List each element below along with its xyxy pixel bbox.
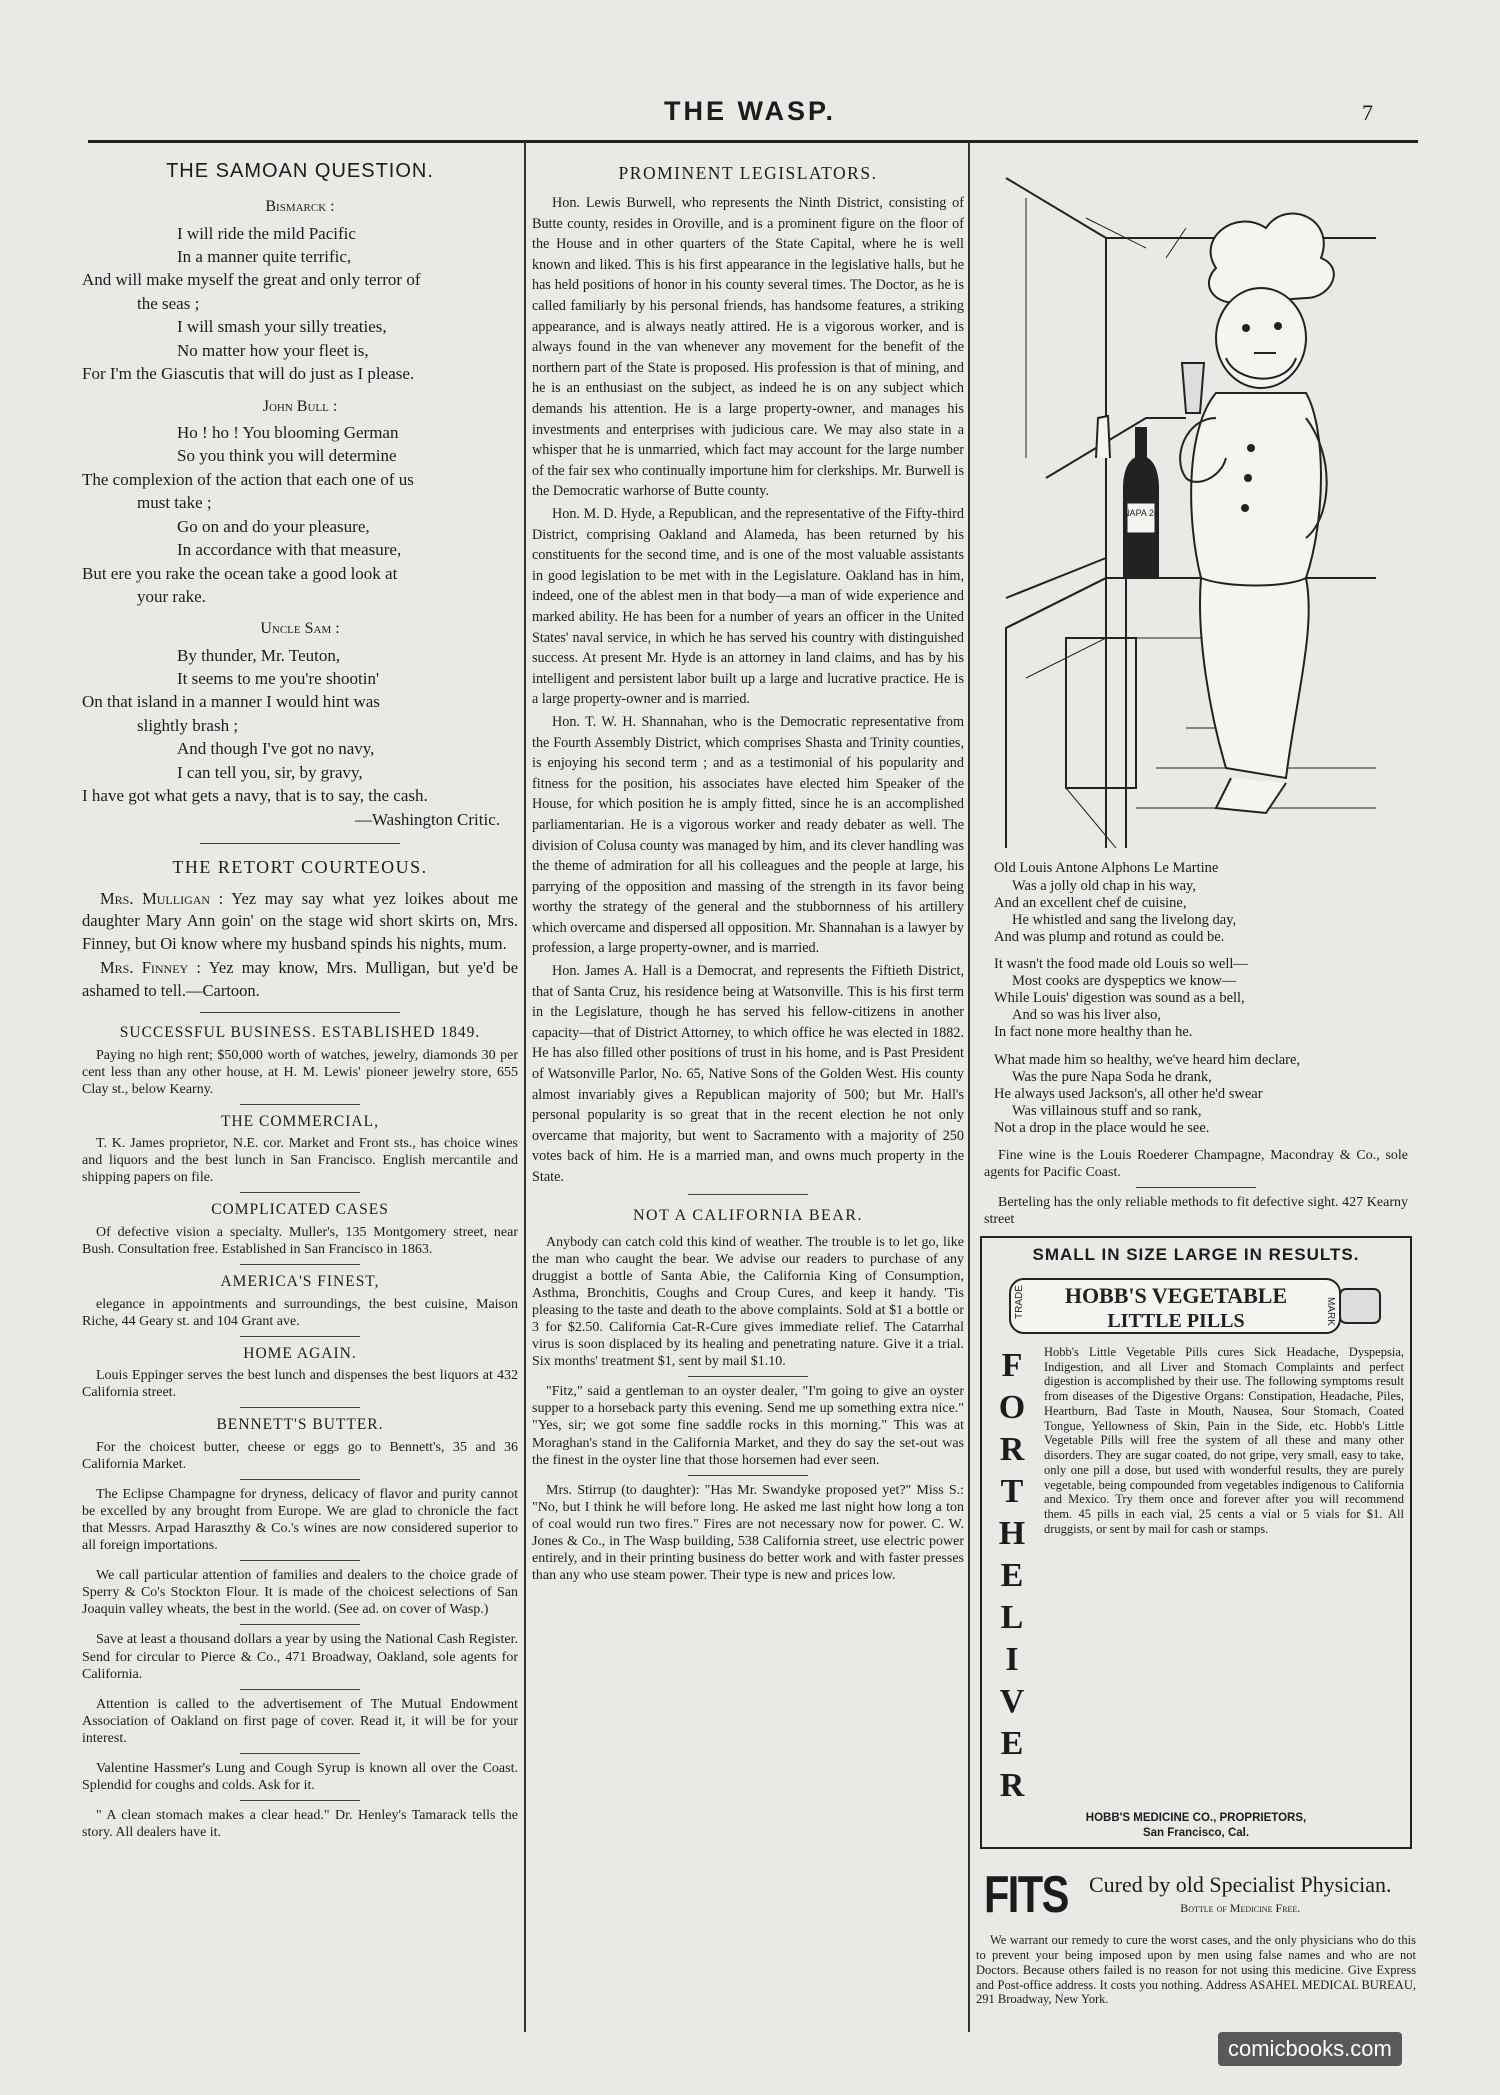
paragraph: The Eclipse Champagne for dryness, delicacy of flavor and purity cannot be excelled by any brought from Europe. We are glad to chronicle the fact that Messrs. Arpad Haraszthy & Co.'s wines are now considered superior to all foreign importations. xyxy=(82,1486,518,1554)
side-letter: E xyxy=(1000,1724,1024,1762)
hobbs-body xyxy=(988,1345,1404,1807)
verse-line: I will ride the mild Pacific xyxy=(177,223,356,243)
fits-tagline: Cured by old Specialist Physician. xyxy=(1089,1872,1392,1898)
side-letter: T xyxy=(1000,1472,1024,1510)
uncle-sam-label: Uncle Sam : xyxy=(260,620,340,638)
retort-line-2 xyxy=(82,957,518,1002)
poem-line: Not a drop in the place would he see. xyxy=(994,1119,1210,1136)
paragraph: Mrs. Stirrup (to daughter): "Has Mr. Swandyke proposed yet?" Miss S.: "No, but I think he will before long. He asked me last night how long a ton of coal would run two fires." Fires are not necessary now for power. C. W. Jones & Co., in The Wasp building, 538 California street, use electric power entirely, and in their printing business do better work and with faster presses than any who use steam power. Their type is new and prices low. xyxy=(532,1482,964,1584)
poem-line: He whistled and sang the livelong day, xyxy=(1012,911,1237,928)
verse-line: I can tell you, sir, by gravy, xyxy=(177,762,363,782)
verse-line: The complexion of the action that each one of us xyxy=(82,469,414,489)
bottle-label: NAPA 20 xyxy=(1123,508,1159,518)
poem-line: Most cooks are dyspeptics we know— xyxy=(1012,973,1237,990)
separator xyxy=(240,1560,360,1561)
notice-title: THE COMMERCIAL, xyxy=(221,1112,379,1130)
poem-line: He always used Jackson's, all other he'd swear xyxy=(994,1085,1263,1102)
column-divider-2 xyxy=(968,142,970,2032)
verse-line: And though I've got no navy, xyxy=(177,739,375,759)
poem-stanza xyxy=(994,1052,1416,1138)
verse-line: For I'm the Giascutis that will do just as I please. xyxy=(82,364,415,384)
attribution: —Washington Critic. xyxy=(354,809,500,829)
verse-line: Go on and do your pleasure, xyxy=(177,516,370,536)
paragraph: Hon. Lewis Burwell, who represents the Ninth District, consisting of Butte county, resides in Oroville, and is a prominent figure on the floor of the House and in other quarters of the State Capital, where he is well known and liked. This is his first appearance in the legislative halls, but he has held positions of honor in his county several times. The Doctor, as he is called familiarly by his personal friends, has handsome features, a striking appearance, and is always neatly attired. He is a vigorous worker, and is always found in the van whenever any movement for the benefit of the northern part of the State is proposed. His profession is that of mining, and he is an enthusiast on the subject, as indeed he is on any subject which demands his attention. He is a large property-owner, and manages his investments and enterprises with judicious care. We may also state in a whisper that he is unmarried, which fact may account for the large number of the fair sex who continually importune him for clerkships. Mr. Burwell is the Democratic warhorse of Butte county. xyxy=(532,195,964,500)
hobbs-pills-advertisement xyxy=(980,1236,1412,1848)
separator xyxy=(200,843,400,844)
side-letter: R xyxy=(999,1766,1025,1804)
dialogue-text: Yez may say what yez loikes about me daughter Mary Ann goin' on the stage wid short skirts on, Mrs. Finney, but Oi know where my husband spinds his nights, mum. xyxy=(82,888,518,953)
bismarck-verse xyxy=(82,222,518,386)
separator xyxy=(1136,1187,1256,1188)
separator xyxy=(688,1194,808,1195)
verse-line: must take ; xyxy=(137,493,212,513)
separator xyxy=(240,1624,360,1625)
poem-stanza xyxy=(994,860,1416,946)
fits-body-text: We warrant our remedy to cure the worst cases, and the only physicians who do this to prevent your being imposed upon by men using false names and who are not Doctors. Because others failed is no reason for not using this medicine. Give Express and Post-office address. It costs you nothing. Address ASAHEL MEDICAL BUREAU, 291 Broadway, New York. xyxy=(976,1933,1416,2007)
separator xyxy=(240,1192,360,1193)
paragraph: "Fitz," said a gentleman to an oyster dealer, "I'm going to give an oyster supper to a horseback party this evening. Send me up something extra nice." "Yes, sir; we got some fine saddle rocks in this morning." This was at Moraghan's stand in the California Market, and they do say the set-out was the finest in the oyster line that those horsemen had ever seen. xyxy=(532,1384,964,1468)
paragraph: Fine wine is the Louis Roederer Champagne, Macondray & Co., sole agents for Pacific Coast. xyxy=(984,1148,1408,1181)
paragraph: Berteling has the only reliable methods to fit defective sight. 427 Kearny street xyxy=(984,1195,1408,1228)
separator xyxy=(240,1336,360,1337)
column-middle xyxy=(532,150,964,2050)
poem-line: In fact none more healthy than he. xyxy=(994,1024,1193,1041)
verse-line: So you think you will determine xyxy=(177,446,397,466)
retort-line-1 xyxy=(82,888,518,955)
paragraph: Valentine Hassmer's Lung and Cough Syrup is known all over the Coast. Splendid for coughs and colds. Ask for it. xyxy=(82,1760,518,1793)
footer-line: San Francisco, Cal. xyxy=(1142,1826,1250,1839)
masthead: THE WASP. xyxy=(663,96,837,126)
verse-line: By thunder, Mr. Teuton, xyxy=(177,645,341,665)
column-divider-1 xyxy=(524,142,526,2032)
paragraph: We call particular attention of families and dealers to the choice grade of Sperry & Co's Stockton Flour. It is made of the choicest selections of San Joaquin valley wheats, the best in the world. (See ad. on cover of Wasp.) xyxy=(82,1568,518,1618)
paragraph: Hon. James A. Hall is a Democrat, and represents the Fiftieth District, that of Santa Cruz, his residence being at Watsonville. This is his first term in the Legislature, though he has served his fellow-citizens in another capacity—that of District Attorney, to which office he was elected in 1882. He has also filled other positions of trust in his home, and is Past President of Watsonville Parlor, No. 65, Native Sons of the Golden West. His county almost invariably gives a Republican majority of 500; but Mr. Hall's personal popularity is so great that in the recent election he not only overcame that majority, but went to Sacramento with a majority of 250 votes back of him. He is a married man, and owns much property in the State. xyxy=(532,963,964,1185)
top-rule xyxy=(88,140,1418,143)
fits-header xyxy=(984,1861,1416,1930)
bear-title: NOT A CALIFORNIA BEAR. xyxy=(632,1206,864,1224)
side-letter: F xyxy=(1001,1346,1023,1384)
separator xyxy=(688,1376,808,1377)
bottle-brand-text: LITTLE PILLS xyxy=(1107,1309,1245,1332)
column-left xyxy=(82,150,518,2050)
paragraph: Save at least a thousand dollars a year by using the National Cash Register. Send for circular to Pierce & Co., 471 Broadway, Oakland, sole agents for California. xyxy=(82,1632,518,1682)
dialogue-text: Yez may know, Mrs. Mulligan, but ye'd be ashamed to tell.—Cartoon. xyxy=(82,958,518,1000)
separator xyxy=(688,1475,808,1476)
bottle-mark-text: MARK xyxy=(1325,1296,1336,1326)
notice-text: Louis Eppinger serves the best lunch and dispenses the best liquors at 432 California street. xyxy=(82,1368,518,1401)
verse-line: In a manner quite terrific, xyxy=(177,246,352,266)
paragraph: Hon. M. D. Hyde, a Republican, and the representative of the Fifty-third District, comprising Oakland and Alameda, has been returned by his constituents for the second time, and is one of the most valuable assistants in good legislation to be met with in the Legislature. Oakland has in him, indeed, one of the ablest men in that body—a man of wide experience and marked ability. He has been for a number of years an officer in the United States' naval service, in which he has served his country with distinguished success. At present Mr. Hyde is an attorney in land claims, and has by his intelligent and persistent labor built up a large and lucrative practice. He is a large property-owner and is married. xyxy=(532,506,964,708)
bottle-trademark-text: TRADE xyxy=(1014,1284,1025,1319)
speaker-name: Mrs. Mulligan : xyxy=(100,888,224,908)
poem-line: Was villainous stuff and so rank, xyxy=(1012,1102,1202,1119)
retort-title: THE RETORT COURTEOUS. xyxy=(172,857,428,878)
john-bull-label: John Bull : xyxy=(262,397,338,415)
verse-line: It seems to me you're shootin' xyxy=(177,668,380,688)
for-the-liver-vertical xyxy=(988,1345,1036,1807)
notice-text: T. K. James proprietor, N.E. cor. Market and Front sts., has choice wines and liquors and the best lunch in San Francisco. English mercantile and shipping papers on file. xyxy=(82,1136,518,1186)
poem-line: And so was his liver also, xyxy=(1012,1007,1162,1024)
separator xyxy=(240,1689,360,1690)
side-letter: E xyxy=(1000,1556,1024,1594)
notice-text: Paying no high rent; $50,000 worth of watches, jewelry, diamonds 30 per cent less than any other house, at H. M. Lewis' pioneer jewelry store, 655 Clay st., below Kearny. xyxy=(82,1047,518,1097)
page-number: 7 xyxy=(1362,100,1373,125)
poem-stanza xyxy=(994,956,1416,1042)
side-letter: I xyxy=(1005,1640,1019,1678)
side-letter: L xyxy=(1000,1598,1024,1636)
separator xyxy=(200,1012,400,1013)
poem-line: While Louis' digestion was sound as a bell, xyxy=(994,990,1245,1007)
verse-line: On that island in a manner I would hint was xyxy=(82,692,380,712)
fits-word: FITS xyxy=(984,1865,1068,1924)
poem-line: Was the pure Napa Soda he drank, xyxy=(1012,1068,1212,1085)
paragraph: Anybody can catch cold this kind of weather. The trouble is to let go, like the man who caught the bear. We advise our readers to purchase of any druggist a bottle of Santa Abie, the California King of Consumption, Asthma, Bronchitis, Coughs and Croup Cures, and keep it handy. 'Tis pleasing to the taste and death to the above complaints. Sold at $1 a bottle or 3 for $2.50. California Cat-R-Cure gives immediate relief. The Catarrhal virus is soon displaced by its healing and penetrating nature. Give it a trial. Six months' treatment $1, sent by mail $1.10. xyxy=(532,1234,964,1370)
pill-bottle-icon xyxy=(1006,1273,1386,1339)
notice-title: BENNETT'S BUTTER. xyxy=(216,1416,384,1434)
ad-headline: SMALL IN SIZE LARGE IN RESULTS. xyxy=(1032,1245,1360,1265)
speaker-name: Mrs. Finney : xyxy=(100,958,202,978)
verse-line: And will make myself the great and only terror of xyxy=(82,270,421,290)
samoan-title: THE SAMOAN QUESTION. xyxy=(166,160,434,182)
poem-line: And an excellent chef de cuisine, xyxy=(994,894,1187,911)
hobbs-footer xyxy=(988,1811,1404,1841)
separator xyxy=(240,1800,360,1801)
poem-line: Old Louis Antone Alphons Le Martine xyxy=(994,860,1219,877)
notice-text: Of defective vision a specialty. Muller's, 135 Montgomery street, near Bush. Consultation free. Established in San Francisco in 1863. xyxy=(82,1224,518,1257)
verse-line: But ere you rake the ocean take a good look at xyxy=(82,563,398,583)
poem-line: Was a jolly old chap in his way, xyxy=(1012,877,1196,894)
notice-title: AMERICA'S FINEST, xyxy=(220,1273,380,1291)
paragraph-list xyxy=(82,1486,518,1841)
verse-line: No matter how your fleet is, xyxy=(177,340,369,360)
separator xyxy=(240,1407,360,1408)
side-letter: R xyxy=(999,1430,1025,1468)
notice-text: For the choicest butter, cheese or eggs go to Bennett's, 35 and 36 California Market. xyxy=(82,1439,518,1472)
notice-list xyxy=(82,1023,518,1480)
poem-line: It wasn't the food made old Louis so well— xyxy=(994,956,1248,972)
bismarck-label: Bismarck : xyxy=(265,198,335,216)
paragraph: " A clean stomach makes a clear head." Dr. Henley's Tamarack tells the story. All dealers have it. xyxy=(82,1808,518,1841)
chef-cartoon-illustration xyxy=(986,158,1376,848)
verse-line: I have got what gets a navy, that is to say, the cash. xyxy=(82,786,428,806)
notice-title: SUCCESSFUL BUSINESS. ESTABLISHED 1849. xyxy=(119,1024,481,1042)
separator xyxy=(240,1264,360,1265)
fits-subtitle: Bottle of Medicine Free. xyxy=(1180,1901,1301,1916)
legislators-title: PROMINENT LEGISLATORS. xyxy=(618,163,878,183)
side-letter: H xyxy=(998,1514,1026,1552)
column-right xyxy=(976,150,1416,2040)
uncle-sam-verse xyxy=(82,644,518,832)
side-letter: O xyxy=(998,1388,1026,1426)
fits-advertisement xyxy=(976,1861,1416,2007)
john-bull-verse xyxy=(82,421,518,609)
hobbs-ad-text: Hobb's Little Vegetable Pills cures Sick Headache, Dyspepsia, Indigestion, and all Liver and Stomach Complaints and perfect digestion is accomplished by their use. The following symptoms result from diseases of the Digestive Organs: Constipation, Headache, Piles, Heartburn, Bad Taste in Mouth, Nausea, Sour Stomach, Coated Tongue, Yellowness of Skin, Pain in the Side, etc. Hobb's Little Vegetable Pills will free the system of all these and many other disorders. They are sugar coated, do not gripe, very small, easy to take, only one pill a dose, but used with wonderful results, they are purely vegetable, being compounded from vegetables indigenous to California and Mexico. Try them once and forever after you will recommend them. 45 pills in each vial, 25 cents a vial or 5 vials for $1. All druggists, or sent by mail for cash or stamps. xyxy=(1044,1344,1404,1536)
separator xyxy=(240,1104,360,1105)
notice-text: elegance in appointments and surroundings, the best cuisine, Maison Riche, 44 Geary st. and 104 Grant ave. xyxy=(82,1296,518,1329)
bottle-brand-text: HOBB'S VEGETABLE xyxy=(1064,1282,1288,1308)
verse-line: In accordance with that measure, xyxy=(177,540,402,560)
separator xyxy=(240,1753,360,1754)
paragraph: Hon. T. W. H. Shannahan, who is the Democratic representative from the Fourth Assembly District, which comprises Shasta and Trinity counties, is enjoying his second term ; and as a testimonial of his popularity and fitness for the position, his associates have elected him Speaker of the House, for which position he is amply fitted, since he is an accomplished parliamentarian. He is a vigorous worker and ready debater as well. The division of Colusa county was managed by him, and its clever handling was the theme of admiration for all his colleagues and the people at large, his parrying of the opposition and massing of the strength in its favor being worthy the strategy of the general and the stubbornness of his artillery which overcame and dispersed all opposition. Mr. Shannahan is a lawyer by profession, a large property-owner, and is married. xyxy=(532,713,964,957)
chef-poem xyxy=(994,860,1416,1137)
notice-title: HOME AGAIN. xyxy=(243,1344,357,1362)
verse-line: Ho ! ho ! You blooming German xyxy=(177,422,399,442)
verse-line: slightly brash ; xyxy=(137,715,239,735)
notice-title: COMPLICATED CASES xyxy=(211,1201,389,1219)
footer-line: HOBB'S MEDICINE CO., PROPRIETORS, xyxy=(1085,1811,1307,1824)
paragraph: Attention is called to the advertisement of The Mutual Endowment Association of Oakland on first page of cover. Read it, it will be for your interest. xyxy=(82,1696,518,1746)
verse-line: your rake. xyxy=(137,586,206,606)
verse-line: I will smash your silly treaties, xyxy=(177,317,387,337)
poem-line: And was plump and rotund as could be. xyxy=(994,928,1225,945)
poem-line: What made him so healthy, we've heard him declare, xyxy=(994,1051,1301,1068)
verse-line: the seas ; xyxy=(137,293,200,313)
watermark: comicbooks.com xyxy=(1218,2032,1402,2066)
separator xyxy=(240,1479,360,1480)
fits-side-block xyxy=(1089,1873,1391,1917)
side-letter: V xyxy=(999,1682,1025,1720)
